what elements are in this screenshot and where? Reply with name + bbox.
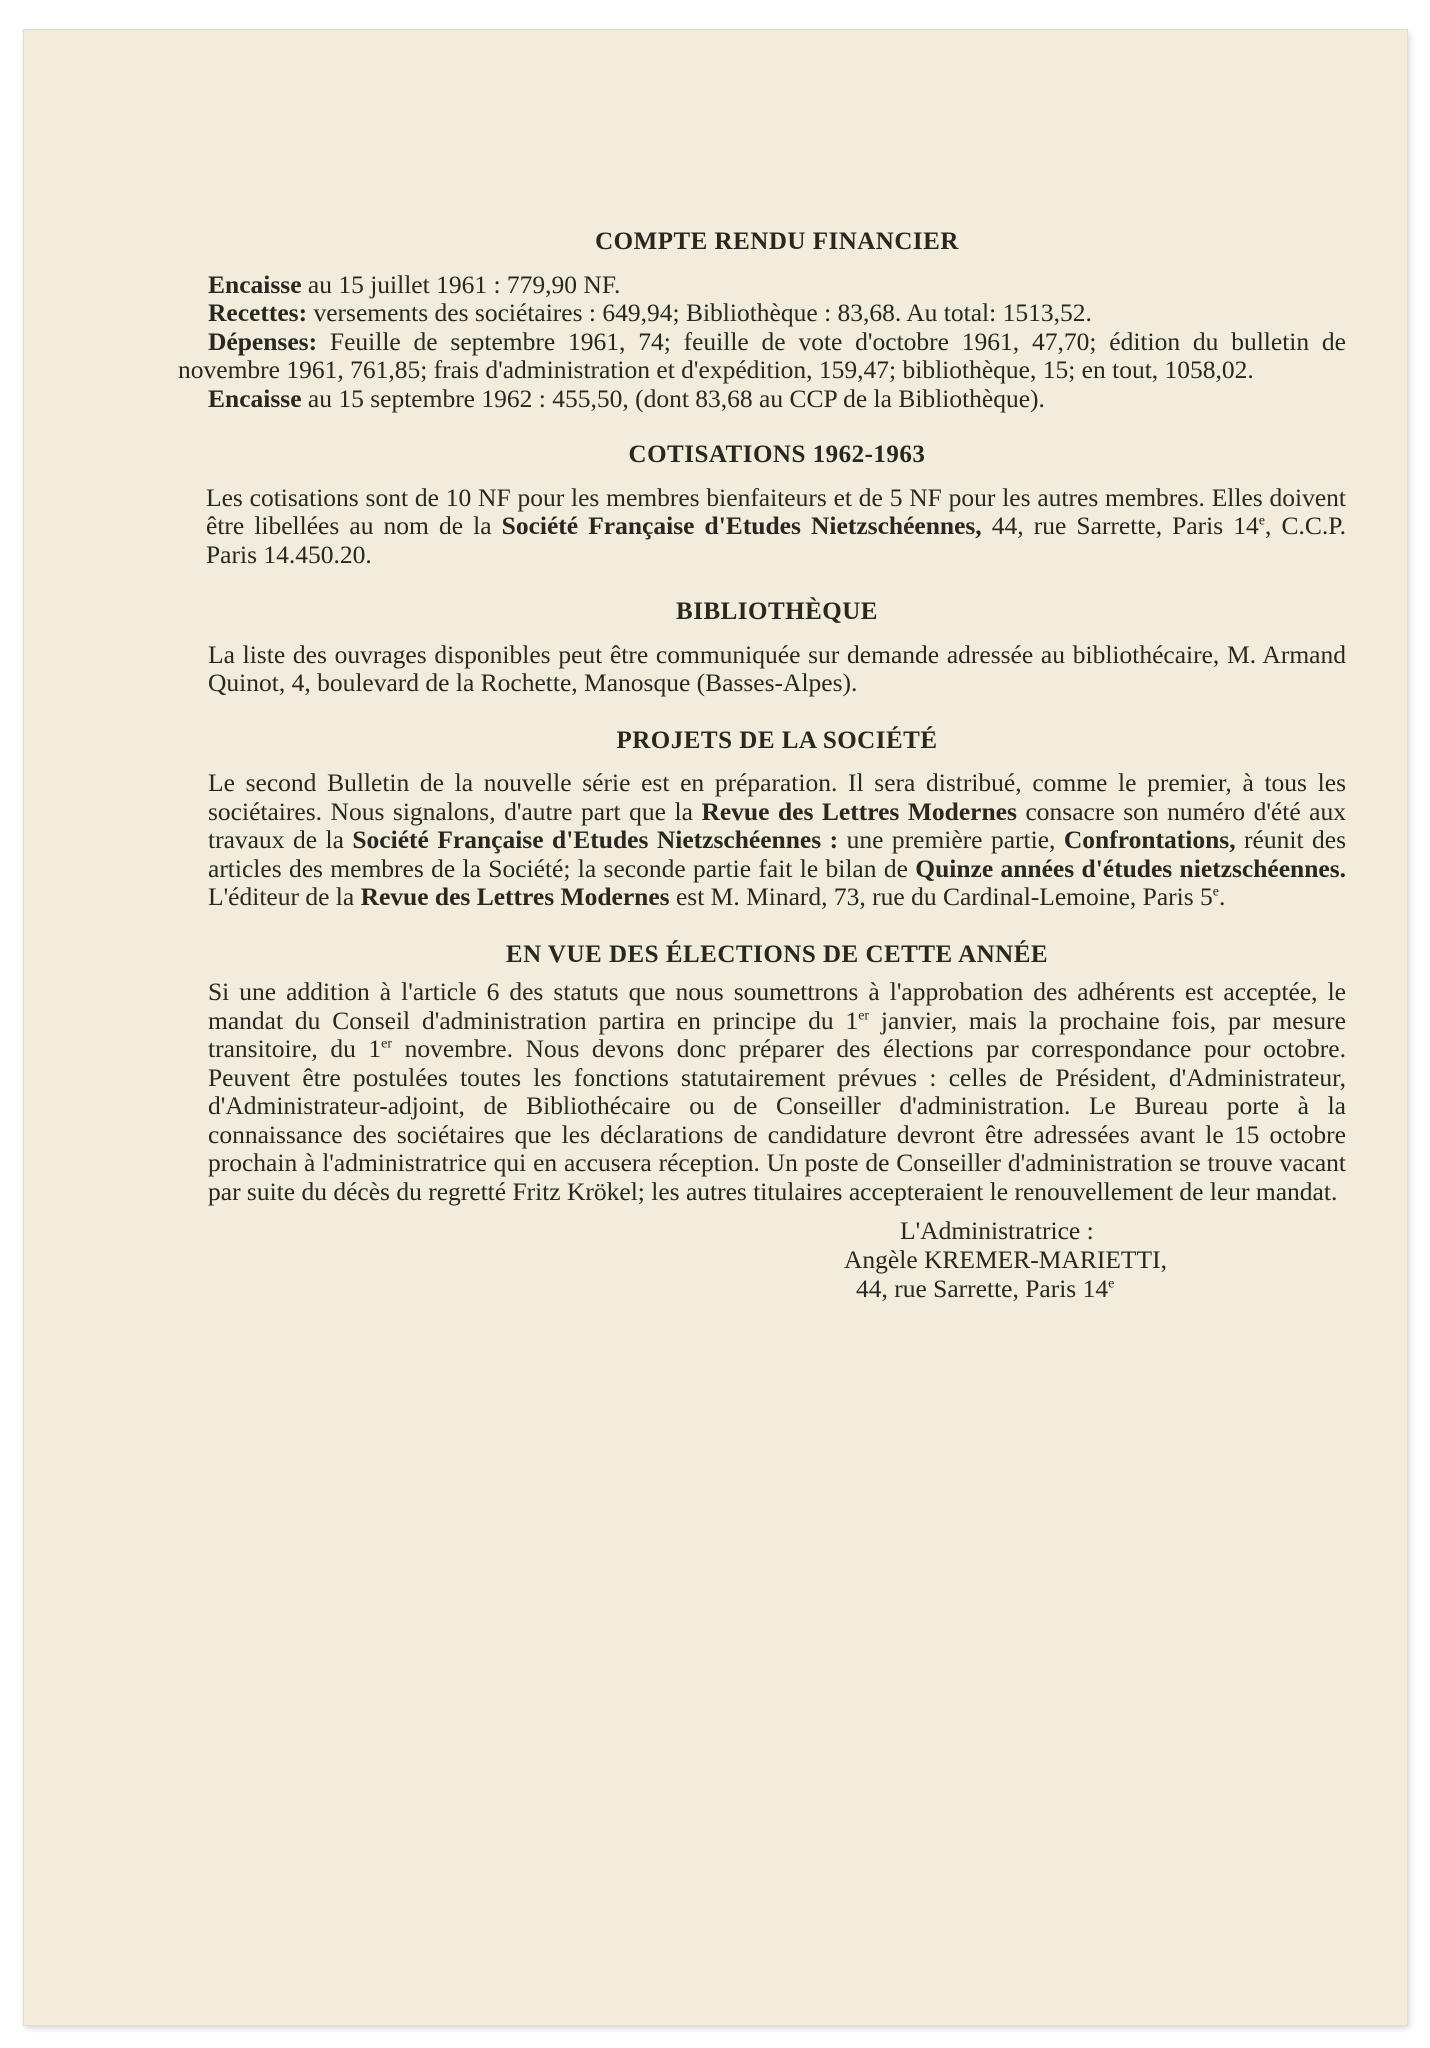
section-bibliotheque — [208, 598, 1346, 698]
elections-text: Si une addition à l'article 6 des statuts que nous soumettrons à l'approbation des adhérents est acceptée, le mandat du Conseil d'administration partira en principe du 1er janvier, mais la prochaine fois, par mesure transitoire, du 1er novembre. Nous devons donc préparer des élections par correspondance pour octobre. Peuvent être postulées toutes les fonctions statutairement prévues : celles de Président, d'Administrateur, d'Administrateur-adjoint, de Bibliothécaire ou de Conseiller d'administration. Le Bureau porte à la connaissance des sociétaires que les déclarations de candidature devront être adressées avant le 15 octobre prochain à l'administratrice qui en accusera réception. Un poste de Conseiller d'administration se trouve vacant par suite du décès du regretté Fritz Krökel; les autres titulaires accepteraient le renouvellement de leur mandat. — [208, 977, 1346, 1206]
finance-label: Recettes: — [208, 298, 308, 327]
cotisations-text: Les cotisations sont de 10 NF pour les membres bienfaiteurs et de 5 NF pour les autres membres. Elles doivent être libellées au nom de la Société Française d'Etudes Nietzschéennes, 44, rue Sarrette, Paris 14e, C.C.P. Paris 14.450.20. — [206, 482, 1346, 569]
section-cotisations — [208, 441, 1346, 569]
signature-name: Angèle KREMER-MARIETTI, — [844, 1245, 1167, 1274]
elections-title: EN VUE DES ÉLECTIONS DE CETTE ANNÉE — [505, 940, 1049, 968]
signature-role: L'Administratrice : — [900, 1216, 1094, 1245]
finance-text: versements des sociétaires : 649,94; Bibliothèque : 83,68. Au total: 1513,52. — [307, 298, 1092, 327]
section-elections — [208, 941, 1346, 1207]
finance-text: au 15 septembre 1962 : 455,50, (dont 83,68 au CCP de la Bibliothèque). — [301, 383, 1045, 413]
cotisations-title: COTISATIONS 1962-1963 — [628, 441, 926, 468]
projets-title: PROJETS DE LA SOCIÉTÉ — [616, 726, 938, 754]
signature-address: 44, rue Sarrette, Paris 14e — [856, 1274, 1115, 1303]
section-projets — [208, 727, 1346, 912]
finance-text: Feuille de septembre 1961, 74; feuille de vote d'octobre 1961, 47,70; édition du bulletin de novembre 1961, 761,85; frais d'administration et d'expédition, 159,47; bibliothèque, 15; en tout, 1058,02. — [178, 326, 1346, 384]
finance-text: au 15 juillet 1961 : 779,90 NF. — [301, 269, 621, 299]
finance-line-encaisse-end — [208, 385, 1346, 414]
projets-text: Le second Bulletin de la nouvelle série est en préparation. Il sera distribué, comme le premier, à tous les sociétaires. Nous signalons, d'autre part que la Revue des Lettres Modernes consacre son numéro d'été aux travaux de la Société Française d'Etudes Nietzschéennes : une première partie, Confrontations, réunit des articles des membres de la Société; la seconde partie fait le bilan de Quinze années d'études nietzschéennes. L'éditeur de la Revue des Lettres Modernes est M. Minard, 73, rue du Cardinal-Lemoine, Paris 5e. — [208, 768, 1347, 911]
section-finance — [178, 228, 1346, 413]
bibliotheque-text: La liste des ouvrages disponibles peut être communiquée sur demande adressée au bibliothécaire, M. Armand Quinot, 4, boulevard de la Rochette, Manosque (Basses-Alpes). — [208, 639, 1346, 697]
finance-label: Encaisse — [208, 383, 302, 413]
signature-block — [208, 1216, 1346, 1303]
finance-label: Encaisse — [208, 269, 302, 299]
document-body — [178, 228, 1347, 1303]
finance-title: COMPTE RENDU FINANCIER — [595, 228, 959, 255]
finance-line-depenses — [178, 328, 1346, 385]
document-page — [24, 30, 1407, 2025]
finance-label: Dépenses: — [208, 326, 318, 356]
bibliotheque-title: BIBLIOTHÈQUE — [676, 598, 878, 625]
finance-line-encaisse-start — [208, 271, 1346, 300]
finance-line-recettes — [208, 299, 1346, 328]
